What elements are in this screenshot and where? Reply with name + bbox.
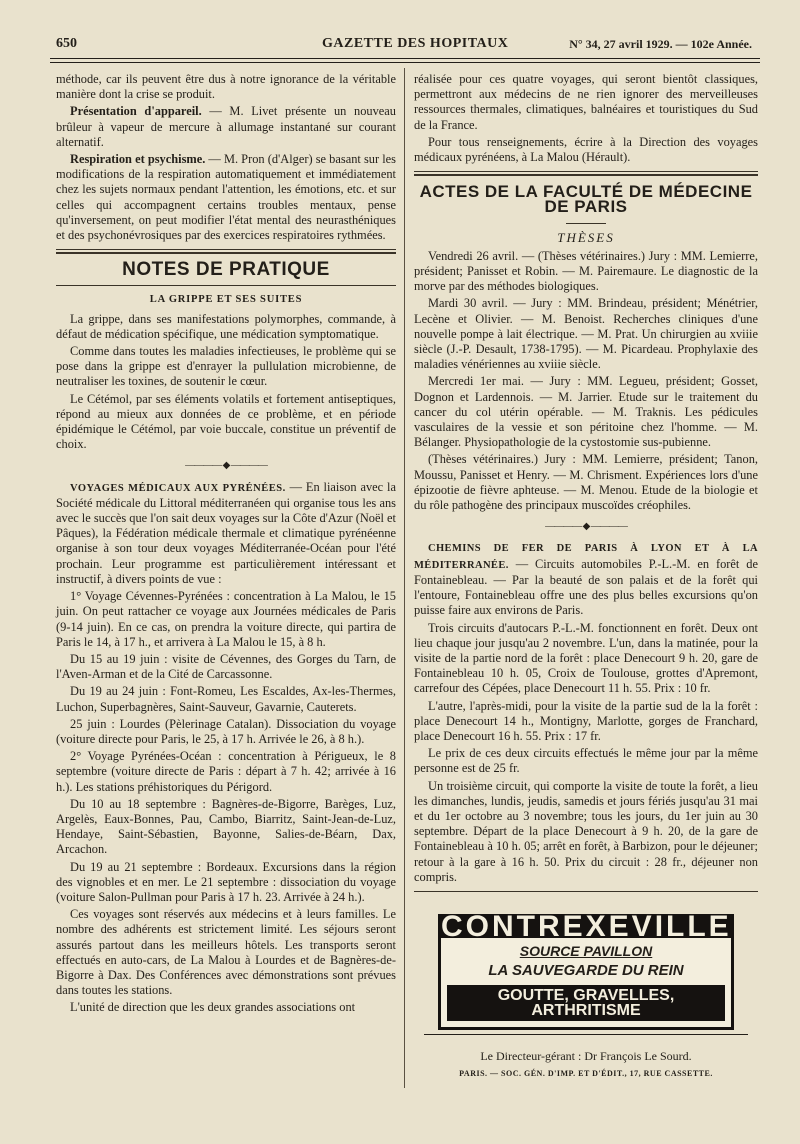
left-column	[56, 72, 396, 1018]
short-rule	[566, 223, 606, 224]
paragraph: La grippe, dans ses manifestations polymorphes, commande, à défaut de médication spécifique, une médication symptomatique.	[56, 311, 396, 341]
paragraph: Mardi 30 avril. — Jury : MM. Brindeau, président; Ménétrier, Lecène et Olivier. — M. Benoist. Recherches cliniques d'une nouvelle pompe à lait électrique. — M. Prat. Un chirurgien au xviiie siècle (J.-P. Desault, 1738-1795). — M. Picardeau. Prophylaxie des maladies vénériennes au xviiie siècle.	[414, 296, 758, 372]
paragraph: Vendredi 26 avril. — (Thèses vétérinaires.) Jury : MM. Lemierre, président; Panisset et Robin. — M. Pairemaure. Le diagnostic de la morve par des méthodes biologiques.	[414, 248, 758, 294]
contrexeville-advertisement	[438, 909, 734, 1030]
paragraph	[56, 480, 396, 587]
ad-line: LA SAUVEGARDE DU REIN	[488, 962, 684, 980]
paragraph-heading: CHEMINS DE FER DE PARIS À LYON ET À LA MÉDITERRANÉE.	[414, 543, 758, 571]
paragraph-body: — M. Pron (d'Alger) se basant sur les modifications de la respiration automatiquement et immédiatement chez les sujets normaux pendant l'attention, les émotions, etc. et sur celles qui accompagnent certains troubles mentaux, pense qu'inversement, on peut modifier l'état mental des neurasthéniques et des psychonévrosiques par des exercices respiratoires rythmées.	[56, 152, 396, 243]
section-rule	[56, 252, 396, 254]
section-rule	[56, 285, 396, 286]
paragraph: Trois circuits d'autocars P.-L.-M. fonctionnent en forêt. Deux ont lieu chaque jour jusqu'au 2 novembre. L'un, dans la matinée, pour la visite de la partie nord de la forêt : place Denecourt 9 h. 20, gare de Fontainebleau 10 h. 05, Croix de Toulouse, grottes d'Apremont, carrefour des Cépées, place Denecourt 11 h. 55. Prix : 10 fr.	[414, 620, 758, 696]
running-header	[52, 36, 760, 54]
paragraph: Du 19 au 21 septembre : Bordeaux. Excursions dans la région des vignobles et en mer. Le 21 septembre : dissociation du voyage (voiture Salon-Pullman pour Paris à 17 h. 23. Arrivée à 24 h.).	[56, 859, 396, 904]
journal-title: GAZETTE DES HOPITAUX	[322, 36, 509, 51]
ornament-divider: ———— ◆ ————	[185, 460, 267, 472]
paragraph: Ces voyages sont réservés aux médecins et à leurs familles. Le nombre des adhérents est strictement limité. Les séjours seront assurés partout dans les meilleurs hôtels. Les transports seront effectués en auto-cars, de La Malou à Lourdes et de Bagnères-de-Bigorre à Dax. Des Conférences avec démonstrations sont prévues dans toutes les stations.	[56, 907, 396, 998]
subsection-title: THÈSES	[557, 229, 615, 245]
paragraph-heading: VOYAGES MÉDICAUX AUX PYRÉNÉES.	[70, 482, 286, 494]
paragraph: Le prix de ces deux circuits effectués le même jour par la même personne est de 25 fr.	[414, 746, 758, 776]
paragraph-heading: Présentation d'appareil.	[70, 104, 202, 119]
paragraph: 25 juin : Lourdes (Pèlerinage Catalan). Dissociation du voyage (voiture directe pour Paris, le 25, à 17 h. Arrivée le 26, à 8 h.).	[56, 716, 396, 746]
issue-info: N° 34, 27 avril 1929. — 102e Année.	[569, 37, 752, 51]
paragraph: Mercredi 1er mai. — Jury : MM. Legueu, président; Gosset, Dognon et Lardennois. — M. Jarrier. Etude sur le traitement du cancer du col utérin opérable. — M. Traknis. Les pédicules vasculaires de la vessie et son péritoine chez l'homme. — M. Bélanger. Physiopathologie de la cystostomie sus-pubienne.	[414, 374, 758, 450]
paragraph: Un troisième circuit, qui comporte la visite de toute la forêt, a lieu les dimanches, lundis, jeudis, samedis et jours fériés jusqu'au 31 mai et du 1er octobre au 3 novembre; tous les jours, du 1er juin au 30 septembre. Départ de la place Denecourt à 9 h. 20, de la gare de Fontainebleau à 10 h. 05; arrêt en forêt, à Barbizon, pour le déjeuner; retour à la gare à 16 h. 50. Prix du circuit : 28 fr., déjeuner non compris.	[414, 778, 758, 884]
paragraph: méthode, car ils peuvent être dus à notre ignorance de la véritable manière dont la crise se produit.	[56, 72, 396, 102]
publisher-credit: Le Directeur-gérant : Dr François Le Sourd.	[480, 1048, 692, 1063]
paragraph-heading: Respiration et psychisme.	[70, 152, 206, 167]
footer-rule	[424, 1034, 748, 1035]
section-rule	[56, 249, 396, 250]
paragraph-body: — Circuits automobiles P.-L.-M. en forêt de Fontainebleau. — Par la beauté de son palais et de la forêt qui l'entoure, Fontainebleau offre une des plus belles excursions qu'on puisse faire aux environs de Paris.	[414, 556, 758, 618]
paragraph	[56, 104, 396, 150]
section-rule	[414, 174, 758, 176]
page-number: 650	[56, 36, 77, 51]
section-rule	[414, 171, 758, 172]
right-column	[414, 72, 758, 1081]
printer-imprint: PARIS. — SOC. GÉN. D'IMP. ET D'ÉDIT., 17, RUE CASSETTE.	[459, 1069, 713, 1079]
header-rule	[50, 58, 760, 59]
ad-line: SOURCE PAVILLON	[519, 943, 653, 960]
ornament-divider: ———— ◆ ————	[545, 521, 627, 533]
paragraph: 2° Voyage Pyrénées-Océan : concentration à Périgueux, le 8 septembre (voiture directe de Paris : départ à 7 h. 42; arrivée à 16 h.). Les stations préhistoriques du Périgord.	[56, 749, 396, 794]
section-rule	[414, 891, 758, 892]
section-title: NOTES DE PRATIQUE	[122, 259, 330, 281]
column-separator	[404, 68, 405, 1088]
article-title: LA GRIPPE ET SES SUITES	[149, 294, 303, 306]
paragraph: Du 10 au 18 septembre : Bagnères-de-Bigorre, Barèges, Luz, Argelès, Eaux-Bonnes, Pau, Cambo, Biarritz, Saint-Jean-de-Luz, Hendaye, Saint-Sébastien, Bayonne, Salies-de-Béarn, Dax, Arcachon.	[56, 796, 396, 857]
paragraph: Du 19 au 24 juin : Font-Romeu, Les Escaldes, Ax-les-Thermes, Luchon, Superbagnères, Saint-Sauveur, Gavarnie, Cauterets.	[56, 684, 396, 714]
paragraph: Le Cétémol, par ses éléments volatils et fortement antiseptiques, répond au mieux aux données de ce problème, et en période épidémique le Cétémol, par voie buccale, constitue un préventif de choix.	[56, 391, 396, 452]
paragraph-body: — M. Livet présente un nouveau brûleur à vapeur de mercure à allumage instantané sur courant alternatif.	[56, 104, 397, 149]
paragraph: (Thèses vétérinaires.) Jury : MM. Lemierre, président; Tanon, Moussu, Panisset et Henry. — M. Chrisment. Expériences lors d'une épizootie de fièvre aphteuse. — M. Menou. Etude de la biologie et du rôle pathogène des principaux muscoïdes créophiles.	[414, 452, 758, 513]
paragraph	[56, 152, 396, 243]
section-title: ACTES DE LA FACULTÉ DE MÉDECINE DE PARIS	[419, 182, 753, 217]
paragraph: L'unité de direction que les deux grandes associations ont	[70, 1000, 356, 1015]
paragraph: Pour tous renseignements, écrire à la Direction des voyages médicaux pyrénéens, à La Malou (Hérault).	[414, 134, 758, 165]
ad-brand: CONTREXEVILLE	[441, 909, 732, 943]
paragraph: réalisée pour ces quatre voyages, qui seront bientôt classiques, permettront aux médecins de ne rien ignorer des merveilleuses ressources thermales, climatiques, balnéaires et touristiques du Sud de la France.	[414, 72, 758, 132]
paragraph-body: — En liaison avec la Société médicale du Littoral méditerranéen qui organise tous les ans avec le succès que l'on sait deux voyages sur la Côte d'Azur (Noël et Pâques), la Fédération médicale thermale et climatique pyrénéenne organise à son tour deux voyages Méditerranée-Océan pour l'été prochain. Leur programme est particulièrement intéressant et instructif, à divers points de vue :	[56, 479, 396, 586]
paragraph	[414, 540, 758, 618]
header-rule-thin	[50, 62, 760, 63]
paragraph: Du 15 au 19 juin : visite de Cévennes, des Gorges du Tarn, de l'Aven-Arman et de la Cité de Carcassonne.	[56, 651, 396, 682]
paragraph: L'autre, l'après-midi, pour la visite de la partie sud de la la forêt : place Denecourt 14 h., Montigny, Marlotte, gorges de Franchard, place Denecourt 16 h. 55. Prix : 17 fr.	[414, 698, 758, 743]
paragraph: Comme dans toutes les maladies infectieuses, le problème qui se pose dans la grippe est d'enrayer la pullulation microbienne, de neutraliser les toxines, de soutenir le cœur.	[56, 344, 396, 389]
ad-line: GOUTTE, GRAVELLES, ARTHRITISME	[447, 985, 725, 1021]
paragraph: 1° Voyage Cévennes-Pyrénées : concentration à La Malou, le 15 juin. On peut rattacher ce voyage aux Journées médicales de Paris (9-14 juin). En ce cas, on prendra la voiture directe, qui partira de Paris le 14, à 17 h., et arrivera à La Malou le 15, à 8 h.	[56, 589, 396, 649]
